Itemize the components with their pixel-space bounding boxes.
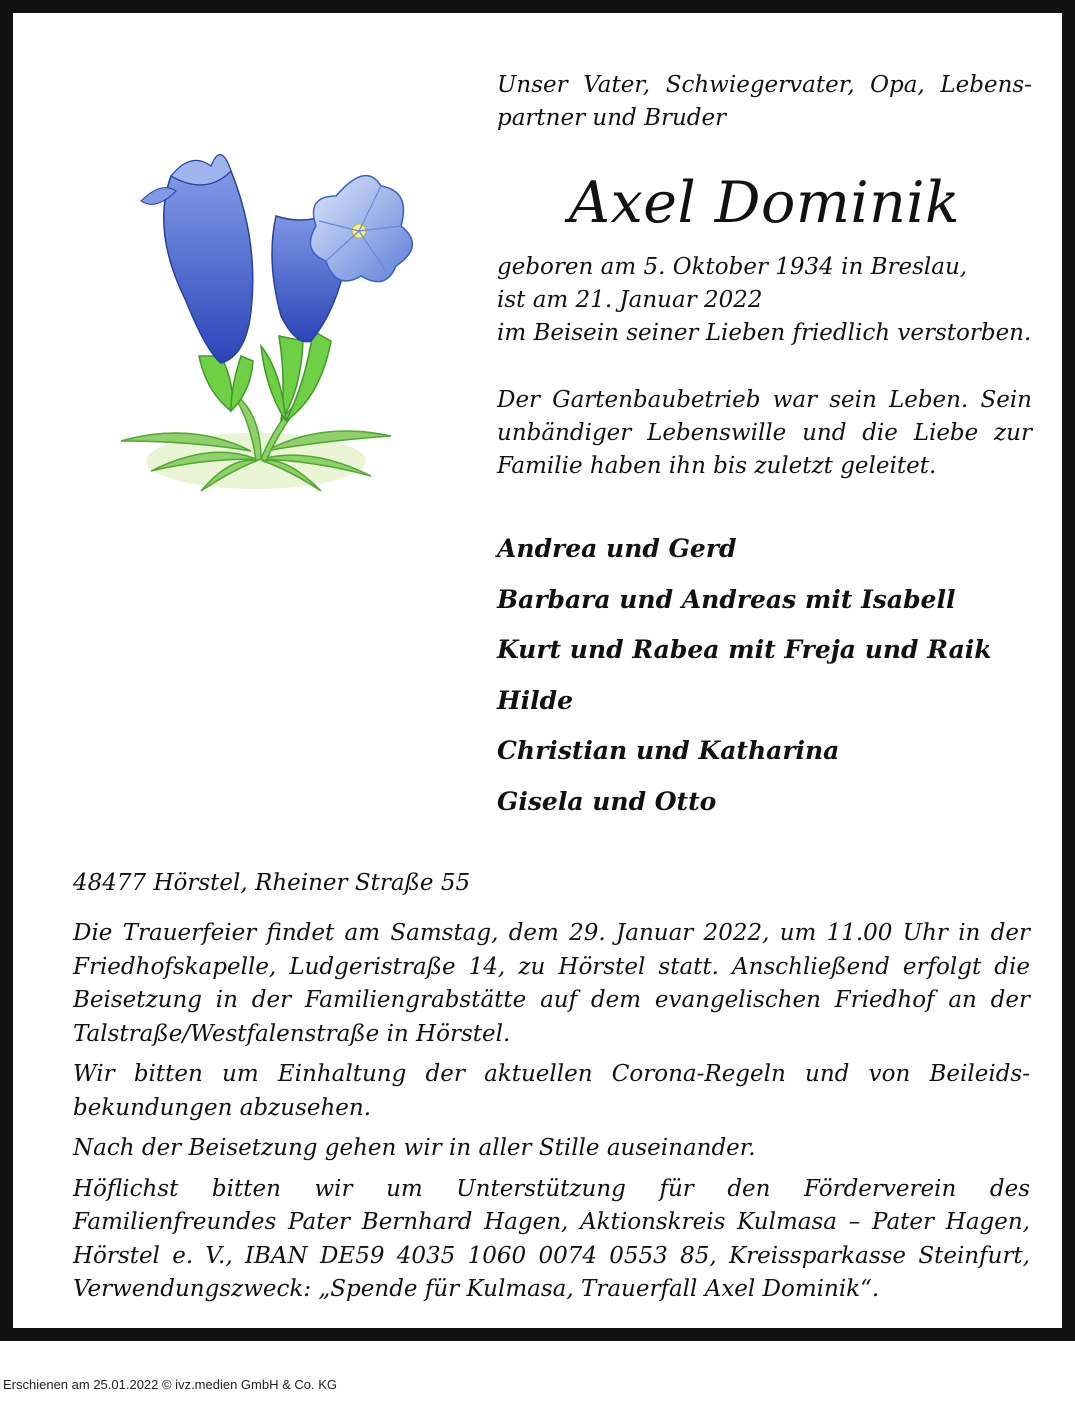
life-description: Der Gartenbaubetrieb war sein Leben. Sein unbändiger Lebenswille und die Liebe zur Familie haben ihn bis zuletzt geleitet.: [497, 387, 1032, 479]
intro-text: Unser Vater, Schwiegervater, Opa, Lebens-partner und Bruder: [497, 72, 1032, 131]
birth-line: geboren am 5. Oktober 1934 in Breslau,: [497, 254, 968, 280]
passing-line: im Beisein seiner Lieben friedlich verstorben.: [497, 320, 1032, 346]
mourner-entry: Hilde: [497, 685, 574, 715]
mourning-address: 48477 Hörstel, Rheiner Straße 55: [73, 870, 471, 896]
mourner-entry: Gisela und Otto: [497, 786, 717, 816]
funeral-service-paragraph: Die Trauerfeier findet am Samstag, dem 29. Januar 2022, um 11.00 Uhr in der Friedhofskapelle, Ludgeristraße 14, zu Hörstel statt. Anschließend erfolgt die Beisetzung in der Familiengrabstätte auf dem evangelischen Friedhof an der Talstraße/Westfalenstraße in Hörstel.: [73, 920, 1030, 1047]
silence-paragraph: Nach der Beisetzung gehen wir in aller Stille auseinander.: [73, 1135, 756, 1161]
mourners-list: [497, 529, 1057, 832]
death-line: ist am 21. Januar 2022: [497, 287, 763, 313]
gentian-flower-illustration: [81, 141, 437, 503]
donation-paragraph: Höflichst bitten wir um Unterstützung für den Förderverein des Familienfreundes Pater Bernhard Hagen, Aktionskreis Kulmasa – Pater Hagen, Hörstel e. V., IBAN DE59 4035 1060 0074 0553 85, Kreissparkasse Steinfurt, Verwendungszweck: „Spende für Kulmasa, Trauerfall Axel Dominik“.: [73, 1175, 1030, 1302]
deceased-name: Axel Dominik: [568, 170, 961, 236]
funeral-details: [73, 917, 1030, 1314]
mourner-entry: Barbara und Andreas mit Isabell: [497, 584, 956, 614]
mourner-entry: Christian und Katharina: [497, 736, 840, 765]
birth-death-info: [497, 251, 1057, 350]
mourner-entry: Kurt und Rabea mit Freja und Raik: [497, 635, 992, 664]
mourner-entry: Andrea und Gerd: [497, 534, 737, 563]
corona-rules-paragraph: Wir bitten um Einhaltung der aktuellen Corona-Regeln und von Beileids-bekundungen abzusehen.: [73, 1061, 1030, 1121]
publication-footer: Erschienen am 25.01.2022 © ivz.medien GmbH & Co. KG: [3, 1377, 338, 1392]
